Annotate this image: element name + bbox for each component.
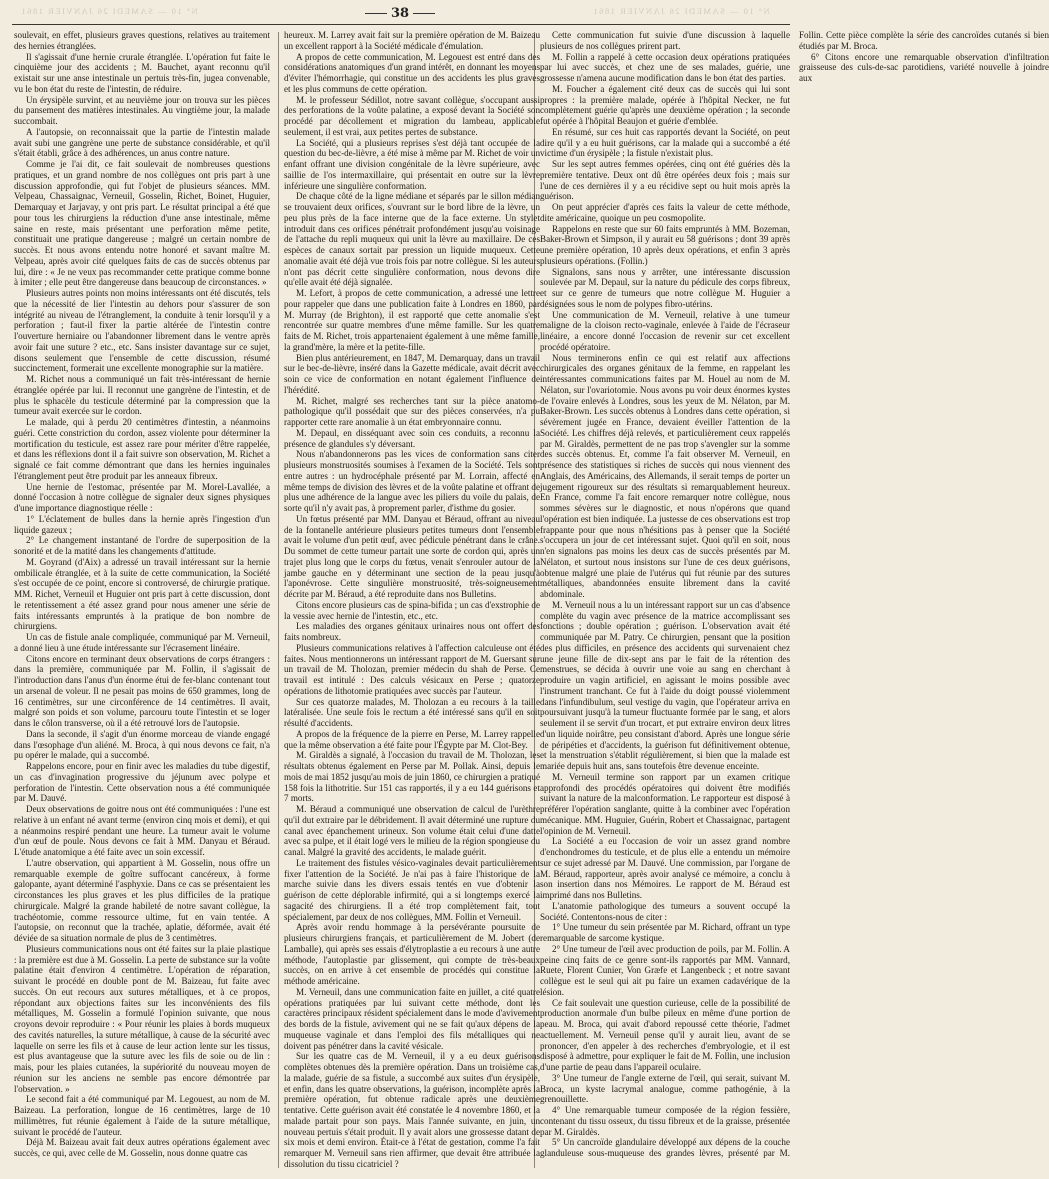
paragraph: M. Giraldès a signalé, à l'occasion du travail de M. Tholozan, les résultats obtenus également en Perse par M. Pollak. Ainsi, depuis le mois de mai 1852 jusqu'au mois de juin 1860, ce chirurgien a pratiqué 158 fois la lithotritie. Sur 151 cas rapportés, il y a eu 144 guérisons et 7 morts.: [284, 750, 540, 804]
paragraph: 6° Citons encore une remarquable observation d'infiltration graisseuse des culs-de-sac parotidiens, variété nouvelle à joindre aux: [799, 51, 1049, 83]
paragraph: Rappelons en reste que sur 60 faits empruntés à MM. Bozeman, Baker-Brown et Simpson, il y aurait eu 58 guérisons ; dont 39 après une première opération, 10 après deux opérations, et enfin 3 après plusieurs opérations. (Follin.): [540, 223, 790, 266]
paragraph: On peut apprécier d'après ces faits la valeur de cette méthode, dite américaine, quoique un peu cosmopolite.: [540, 202, 790, 223]
bleed-through-header-right: N° 10 — SAMEDI 26 JANVIER 1861: [592, 6, 770, 16]
paragraph: Plusieurs communications relatives à l'affection calculeuse ont été faites. Nous mentionnerons un intéressant rapport de M. Guersant sur un travail de M. Tholozan, premier médecin du shah de Perse. Ce travail est intitulé : Des calculs vésicaux en Perse ; quatorze opérations de lithotomie pratiquées avec succès par l'auteur.: [284, 642, 540, 696]
paragraph: Le second fait a été communiqué par M. Legouest, au nom de M. Baizeau. La perforation, longue de 16 centimètres, large de 10 millimètres, fut réunie également à l'aide de la suture métallique, suivant le procédé de l'auteur.: [14, 1094, 270, 1137]
paragraph: M. Béraud a communiqué une observation de calcul de l'urèthre qu'il dut extraire par le débridement. Il avait déterminé une rupture du canal avec épanchement urineux. Son volume était celui d'une datte avec sa pulpe, et il était logé vers le milieu de la région spongieuse du canal. Malgré la gravité des accidents, le malade guérit.: [284, 804, 540, 857]
paragraph: M. Verneuil nous a lu un intéressant rapport sur un cas d'absence complète du vagin avec présence de la matrice accomplissant ses fonctions ; double opération ; guérison. L'observation avait été communiquée par M. Patry. Ce chirurgien, pensant que la position des plus difficiles, en présence des accidents qui survenaient chez une jeune fille de dix-sept ans par le fait de la rétention des menstrues, se décida à ouvrir une voie au sang en cherchant à produire un vagin artificiel, en agissant le moins possible avec l'instrument tranchant. Ce fut à l'aide du doigt poussé violemment dans l'infundibulum, seul vestige du vagin, que l'opérateur arriva en poursuivant jusqu'à la tumeur fluctuante formée par le sang, et alors seulement il se servit d'un trocart, et put extraire environ deux litres d'un liquide noirâtre, peu consistant d'abord. Après une longue série de péripéties et d'accidents, la guérison fut définitivement obtenue, et la menstruation s'établit régulièrement, si bien que la malade est mariée depuis huit ans, sans toutefois être devenue enceinte.: [540, 599, 790, 771]
paragraph: Deux observations de goitre nous ont été communiquées : l'une est relative à un enfant né avant terme (environ cinq mois et demi), et qui a néanmoins respiré pendant une heure. La tumeur avait le volume d'un œuf de poule. Nous devons ce fait à MM. Danyau et Béraud. L'étude anatomique a été faite avec un soin excessif.: [14, 804, 270, 857]
paragraph: Un cas de fistule anale compliquée, communiqué par M. Verneuil, a donné lieu à une étude intéressante sur l'écrasement linéaire.: [14, 632, 270, 653]
paragraph: Sur les sept autres femmes opérées, cinq ont été guéries dès la première tentative. Deux ont dû être opérées deux fois ; mais sur l'une de ces dernières il y a eu récidive sept ou huit mois après la guérison.: [540, 159, 790, 202]
paragraph: L'anatomie pathologique des tumeurs a souvent occupé la Société. Contentons-nous de citer :: [540, 900, 790, 922]
paragraph: M. Verneuil termine son rapport par un examen critique approfondi des procédés opératoires qui doivent être modifiés suivant la nature de la malconformation. Le rapporteur est disposé à préférer l'opération sanglante, quitte à la combiner avec l'opération mécanique. MM. Huguier, Guérin, Robert et Chassaignac, partagent l'opinion de M. Verneuil.: [540, 771, 790, 836]
paragraph: Le malade, qui à perdu 20 centimètres d'intestin, a néanmoins guéri. Cette constriction du cordon, assez violente pour déterminer la mortification du testicule, est assez rare pour mériter d'être rappelée, et dans les réflexions dont il a fait suivre son observation, M. Richet a signalé ce fait comme démontrant que dans les hernies inguinales l'étranglement peut être produit par les anneaux fibreux.: [14, 417, 270, 481]
paragraph: Une hernie de l'estomac, présentée par M. Morel-Lavallée, a donné l'occasion à notre collègue de signaler deux signes physiques d'une importance diagnostique réelle :: [14, 481, 270, 513]
paragraph: De chaque côté de la ligne médiane et séparés par le sillon médian se trouvaient deux orifices, s'ouvrant sur le bord libre de la lèvre, un peu plus près de la face interne que de la face externe. Un stylet introduit dans ces orifices pénétrait profondément jusqu'au voisinage de l'attache du repli muqueux qui unit la lèvre au maxillaire. De ces espèces de canaux sortait par pression un liquide muqueux. Cette anomalie avait été déjà vue trois fois par notre collègue. Si les auteurs n'ont pas décrit cette singulière conformation, nous devons dire qu'elle avait été déjà signalée.: [284, 191, 540, 288]
paragraph: Cette communication fut suivie d'une discussion à laquelle plusieurs de nos collègues prirent part.: [540, 30, 790, 51]
paragraph: 3° Une tumeur de l'angle externe de l'œil, qui serait, suivant M. Broca, un kyste lacrymal analogue, comme pathogénie, à la grenouillette.: [540, 1072, 790, 1105]
paragraph: Bien plus antérieurement, en 1847, M. Demarquay, dans un travail sur le bec-de-lièvre, inséré dans la Gazette médicale, avait décrit avec soin ce vice de conformation en notant également l'influence de l'hérédité.: [284, 352, 540, 395]
paragraph: Citons encore en terminant deux observations de corps étrangers : dans la première, communiquée par M. Follin, il s'agissait de l'introduction dans l'anus d'un énorme étui de fer-blanc contenant tout un arsenal de voleur. Il ne pesait pas moins de 650 grammes, long de 16 centimètres, sur une circonférence de 14 centimètres. Il avait, malgré son poids et son volume, parcouru toute l'intestin et se loger dans le côlon transverse, où il a été retrouvé lors de l'autopsie.: [14, 653, 270, 728]
paragraph: Ce fait soulevait une question curieuse, celle de la possibilité de production anormale d'un bulbe pileux en même d'une portion de peau. M. Broca, qui avait d'abord repoussé cette théorie, l'admet actuellement. M. Verneuil pense qu'il y aurait lieu, avant de se prononcer, d'en appeler à des recherches d'embryologie, et il est disposé à admettre, pour expliquer le fait de M. Follin, une inclusion d'une partie de peau dans l'appareil oculaire.: [540, 997, 790, 1072]
text-column-2: [284, 30, 540, 1170]
header-rule: [12, 24, 790, 25]
paragraph: Déjà M. Baizeau avait fait deux autres opérations également avec succès, ce qui, avec celle de M. Gosselin, nous donne quatre cas: [14, 1137, 270, 1158]
text-column-3: [540, 30, 1049, 1170]
paragraph: Il s'agissait d'une hernie crurale étranglée. L'opération fut faite le cinquième jour des accidents ; M. Bauchet, ayant reconnu qu'il existait sur une anse intestinale un pertuis très-fin, jugea convenable, vu le bon état du reste de l'intestin, de réduire.: [14, 51, 270, 94]
paragraph: 5° Un cancroïde glandulaire développé aux dépens de la couche glanduleuse sous-muqueuse des grandes lèvres, présenté par M. Follin. Cette pièce complète la série des cancroïdes cutanés si bien étudiés par M. Broca.: [540, 30, 1049, 1158]
paragraph: 1° L'éclatement de bulles dans la hernie après l'ingestion d'un liquide gazeux ;: [14, 513, 270, 535]
paragraph: M. Lefort, à propos de cette communication, a adressé une lettre pour rappeler que dans une publication faite à Londres en 1860, par M. Murray (de Brighton), il est rapporté que cette anomalie s'est rencontrée sur quatre membres d'une même famille. Sur les quatre faits de M. Richet, trois appartenaient également à une même famille, la grand'mère, la mère et la petite-fille.: [284, 288, 540, 352]
paragraph: M. Richet nous a communiqué un fait très-intéressant de hernie étranglée opérée par lui. Il reconnut une gangrène de l'intestin, et de plus le sphacèle du testicule déterminé par la compression que la tumeur avait exercée sur le cordon.: [14, 374, 270, 417]
text-column-1: [14, 30, 270, 1170]
paragraph: Nous terminerons enfin ce qui est relatif aux affections chirurgicales des organes génitaux de la femme, en rappelant les intéressantes communications faites par M. Houel au nom de M. Nélaton, sur l'ovariotomie. Nous avons pu voir deux énormes kystes de l'ovaire enlevés à Londres, sous les yeux de M. Nélaton, par M. Baker-Brown. Les succès obtenus à Londres dans cette opération, si sévèrement jugée en France, devaient éveiller l'attention de la Société. Les chiffres déjà relevés, et particulièrement ceux rappelés par M. Giraldès, permettent de ne pas trop s'avengler sur la somme des succès obtenus. Et, comme l'a fait observer M. Verneuil, en présence des statistiques si riches de succès qui nous viennent des Anglais, des Américains, des Allemands, il serait temps de porter un jugement rigoureux sur des résultats si remarquablement heureux. En France, comme l'a fait encore remarquer notre collègue, nous sommes sévères sur le diagnostic, et nous n'opérons que quand l'opération est bien indiquée. La justesse de ces observations est trop frappante pour que nous n'hésitions pas à penser que la Société s'occupera un jour de cet intéressant sujet. Quoi qu'il en soit, nous n'en signalons pas moins les deux cas de succès présentés par M. Nélaton, et surtout nous insistons sur l'une de ces deux guérisons, obtenue malgré une plaie de l'utérus qui fut réunie par des sutures métalliques, abandonnées ensuite librement dans la cavité abdominale.: [540, 352, 790, 599]
paragraph: En résumé, sur ces huit cas rapportés devant la Société, on peut dire qu'il y a eu huit guérisons, car la malade qui a succombé a été victime d'un érysipèle ; la fistule n'existait plus.: [540, 126, 790, 159]
paragraph: heureux. M. Larrey avait fait sur la première opération de M. Baizeau un excellent rapport à la Société médicale d'émulation.: [284, 30, 540, 51]
paragraph: Après avoir rendu hommage à la persévérante poursuite de plusieurs chirurgiens français, et particulièrement de M. Jobert (de Lamballe), qui après ses essais d'élytroplastie a eu recours à une autre méthode, l'autoplastie par glissement, qui compte de très-beaux succès, on en arrive à cet ensemble de procédés qui constitue la méthode américaine.: [284, 922, 540, 986]
paragraph: Une communication de M. Verneuil, relative à une tumeur maligne de la cloison recto-vaginale, enlevée à l'aide de l'écraseur linéaire, a encore donné l'occasion de revenir sur cet excellent procédé opératoire.: [540, 309, 790, 352]
page-number-text: 38: [390, 6, 410, 21]
paragraph: M. Follin a rappelé à cette occasion deux opérations pratiquées par lui avec succès, et chez une de ses malades, guérie, une grossesse n'amena aucune modification dans le bon état des parties.: [540, 51, 790, 83]
paragraph: Un fœtus présenté par MM. Danyau et Béraud, offrant au niveau de la fontanelle antérieure plusieurs petites tumeurs dont l'ensemble avait le volume d'un petit œuf, avec pédicule pénétrant dans le crâne. Du sommet de cette tumeur partait une sorte de cordon qui, après un trajet plus long que le corps du fœtus, venait s'enrouler autour de la jambe gauche en y déterminant une section de la peau jusqu'à l'aponévrose. Cette singulière monstruosité, très-soigneusement décrite par M. Béraud, a été reproduite dans nos Bulletins.: [284, 513, 540, 599]
paragraph: Le traitement des fistules vésico-vaginales devait particulièrement fixer l'attention de la Société. Je n'ai pas à faire l'historique de la marche suivie dans les divers essais tentés en vue d'obtenir la guérison de cette déplorable infirmité, qui a si longtemps exercé la sagacité des chirurgiens. Il a été trop complètement fait, tout spécialement, par deux de nos collègues, MM. Follin et Verneuil.: [284, 857, 540, 922]
paragraph: Rappelons encore, pour en finir avec les maladies du tube digestif, un cas d'invagination progressive du jéjunum avec polype et perforation de l'intestin. Cette observation nous a été communiquée par M. Dauvé.: [14, 761, 270, 804]
page-number: [0, 6, 800, 21]
paragraph: 2° Le changement instantané de l'ordre de superposition de la sonorité et de la matité dans les changements d'attitude.: [14, 535, 270, 556]
paragraph: M. Depaul, en disséquant avec soin ces conduits, a reconnu la présence de glandules s'y déversant.: [284, 427, 540, 449]
paragraph: Sur les quatre cas de M. Verneuil, il y a eu deux guérisons complètes obtenues dès la première opération. Dans un troisième cas, la malade, guérie de sa fistule, a succombé aux suites d'un érysipèle, et enfin, dans les quatre observations, la guérison, incomplète après la première opération, fut obtenue radicale après une deuxième tentative. Cette guérison avait été constatée le 4 novembre 1860, et la malade partait pour son pays. Mais l'année suivante, en juin, un nouveau pertuis s'était produit. Il y avait alors une grossesse datant de six mois et demi environ. Était-ce à l'état de gestation, comme l'a fait remarquer M. Verneuil sans rien affirmer, que devait être attribuée la dissolution du tissu cicatriciel ?: [284, 1051, 540, 1169]
paragraph: Citons encore plusieurs cas de spina-bifida ; un cas d'exstrophie de la vessie avec hernie de l'intestin, etc., etc.: [284, 599, 540, 621]
paragraph: Sur ces quatorze malades, M. Tholozan a eu recours à la taille latéralisée. Une seule fois le rectum a été intéressé sans qu'il en soit résulté d'accidents.: [284, 696, 540, 728]
paragraph: Les maladies des organes génitaux urinaires nous ont offert des faits nombreux.: [284, 621, 540, 642]
paragraph: 1° Une tumeur du sein présentée par M. Richard, offrant un type remarquable de sarcome kystique.: [540, 922, 790, 943]
paragraph: 4° Une remarquable tumeur composée de la région fessière, contenant du tissu osseux, du tissu fibreux et de la graisse, présentée par M. Giraldès.: [540, 1105, 790, 1137]
paragraph: La Société, qui a plusieurs reprises s'est déjà tant occupée de la question du bec-de-lièvre, a été mise à même par M. Richet de voir un enfant offrant une division congénitale de la lèvre supérieure, avec saillie de l'os intermaxillaire, qui présentait en outre sur la lèvre inférieure une singulière conformation.: [284, 137, 540, 191]
paragraph: M. Goyrand (d'Aix) a adressé un travail intéressant sur la hernie ombilicale étranglée, et à la suite de cette communication, la Société s'est occupée de ce point, encore si controversé, de chirurgie pratique. MM. Richet, Verneuil et Huguier ont pris part à cette discussion, dont le retentissement a été assez grand pour nous amener une série de faits intéressants empruntés à la pratique de bon nombre de chirurgiens.: [14, 556, 270, 632]
paragraph: M. le professeur Sédillot, notre savant collègue, s'occupant aussi des perforations de la voûte palatine, a exposé devant la Société son procédé par décollement et migration du lambeau, applicable seulement, il est vrai, aux petites pertes de substance.: [284, 94, 540, 137]
folio-dash-left: [365, 13, 387, 14]
bleed-through-header-left: N° 10 — SAMEDI 26 JANVIER 1861: [20, 6, 198, 16]
paragraph: M. Foucher a également cité deux cas de succès qui lui sont propres : la première malade, opérée à l'hôpital Necker, ne fut complètement guérie qu'après une deuxième opération ; la seconde fut opérée à l'hôpital Beaujon et guérie d'emblée.: [540, 83, 790, 126]
paragraph: M. Richet, malgré ses recherches tant sur la pièce anatomo-pathologique qu'il possédait que sur des pièces conservées, n'a pu rapporter cette rare anomalie à un état embryonnaire connu.: [284, 395, 540, 427]
paragraph: A propos de la fréquence de la pierre en Perse, M. Larrey rappelle que la même observation a été faite pour l'Égypte par M. Clot-Bey.: [284, 728, 540, 750]
paragraph: soulevait, en effet, plusieurs graves questions, relatives au traitement des hernies étranglées.: [14, 30, 270, 51]
paragraph: A propos de cette communication, M. Legouest est entré dans des considérations anatomiques d'un grand intérêt, en donnant les moyens d'éviter l'hémorrhagie, qui constitue un des accidents les plus graves et les plus communs de cette opération.: [284, 51, 540, 94]
paragraph: Comme je l'ai dit, ce fait soulevait de nombreuses questions pratiques, et un grand nombre de nos collègues ont pris part à une discussion approfondie, qui fut l'objet de plusieurs séances. MM. Velpeau, Chassaignac, Verneuil, Gosselin, Richet, Boinet, Huguier, Demarquay et Jarjavay, y ont pris part. Le résultat principal a été que pour tous les chirurgiens la réduction d'une anse intestinale, même saine en reste, mais présentant une perforation même petite, constituait une pratique dangereuse ; malgré un certain nombre de succès. Et nous avons entendu notre honoré et savant maître M. Velpeau, après avoir cité quelques faits de cas de succès obtenus par lui, dire : « Je ne veux pas recommander cette pratique comme bonne à imiter ; elle peut être dangereuse dans beaucoup de circonstances. »: [14, 159, 270, 288]
paragraph: Plusieurs communications nous ont été faites sur la plaie plastique : la première est due à M. Gosselin. La perte de substance sur la voûte palatine était d'environ 4 centimètre. L'opération de réparation, suivant le procédé en double pont de M. Baizeau, fut faite avec succès. On eut recours aux sutures métalliques, et à ce propos, répondant aux objections faites sur les inconvénients des fils métalliques, M. Gosselin a formulé l'opinion suivante, que nous croyons devoir reproduire : « Pour réunir les plaies à bords muqueux des cavités naturelles, la suture métallique, à cause de la sécurité avec laquelle on serre les fils et à cause de leur action lente sur les tissus, est plus avantageuse que la suture avec les fils de soie ou de lin : mais, pour les plaies cutanées, la supériorité du nouveau moyen de réunion sur les anciens ne semble pas encore démontrée par l'observation. »: [14, 943, 270, 1094]
paragraph: L'autre observation, qui appartient à M. Gosselin, nous offre un remarquable exemple de goître suffocant cancéreux, à forme galopante, ayant déterminé l'asphyxie. Dans ce cas se présentaient les circonstances les plus graves et les plus difficiles de la pratique chirurgicale. Malgré la grande habileté de notre savant collègue, la trachéotomie, comme ressource ultime, fut en vain tentée. A l'autopsie, on reconnut que la trachée, aplatie, déformée, avait été déviée de sa situation normale de plus de 3 centimètres.: [14, 857, 270, 943]
paragraph: M. Verneuil, dans une communication faite en juillet, a cité quatre opérations pratiquées par lui suivant cette méthode, dont les caractères principaux résident spécialement dans le mode d'avivement des bords de la fistule, avivement qui ne se fait qu'aux dépens de la muqueuse vaginale et dans l'emploi des fils métalliques qui ne doivent pas pénétrer dans la cavité vésicale.: [284, 986, 540, 1051]
paragraph: Signalons, sans nous y arrêter, une intéressante discussion soulevée par M. Depaul, sur la nature du pédicule des corps fibreux, et sur ce genre de tumeurs que notre collègue M. Huguier a désignées sous le nom de polypes fibro-utérins.: [540, 266, 790, 309]
folio-dash-right: [413, 13, 435, 14]
paragraph: Plusieurs autres points non moins intéressants ont été discutés, tels que la nécessité de lier l'intestin au dehors pour s'assurer de son intégrité au niveau de l'étranglement, la conduite à tenir lorsqu'il y a perforation ; faut-il fixer la partie altérée de l'intestin contre l'ouverture herniaire ou l'abandonner librement dans le ventre après avoir fait une suture ? etc., etc. Sans insister davantage sur ce sujet, disons seulement que l'ensemble de cette discussion, résumé succinctement, formerait une excellente monographie sur la matière.: [14, 288, 270, 374]
paragraph: 2° Une tumeur de l'œil avec production de poils, par M. Follin. A peine cinq faits de ce genre sont-ils rapportés par MM. Vannard, Ruete, Florent Cunier, Von Græfe et Langenbeck ; et notre savant collègue est le seul qui ait pu faire un examen cadavérique de la lésion.: [540, 943, 790, 997]
column-divider-1: [278, 32, 279, 1168]
paragraph: La Société a eu l'occasion de voir un assez grand nombre d'enchondromes du testicule, et de plus elle a entendu un mémoire sur ce sujet adressé par M. Dauvé. Une commission, par l'organe de M. Béraud, rapporteur, après avoir analysé ce mémoire, a conclu à son insertion dans nos Mémoires. Le rapport de M. Béraud est imprimé dans nos Bulletins.: [540, 836, 790, 900]
paragraph: Nous n'abandonnerons pas les vices de conformation sans citer plusieurs monstruosités soumises à l'examen de la Société. Tels sont entre autres : un hydrocéphale présenté par M. Lorrain, affecté en même temps de division des lèvres et de la voûte palatine et offrant de plus une adhérence de la langue avec les piliers du voile du palais, de sorte qu'il n'y avait pas, à proprement parler, d'isthme du gosier.: [284, 449, 540, 513]
paragraph: Un érysipèle survint, et au neuvième jour on trouva sur les pièces du pansement des matières intestinales. Au vingtième jour, la malade succombait.: [14, 94, 270, 126]
paragraph: Dans la seconde, il s'agit d'un énorme morceau de viande engagé dans l'œsophage d'un aliéné. M. Broca, à qui nous devons ce fait, n'a pu opérer le malade, qui a succombé.: [14, 728, 270, 761]
paragraph: A l'autopsie, on reconnaissait que la partie de l'intestin malade avait subi une gangrène une perte de substance considérable, et qu'il s'était établi, grâce à des adhérences, un anus contre nature.: [14, 126, 270, 159]
